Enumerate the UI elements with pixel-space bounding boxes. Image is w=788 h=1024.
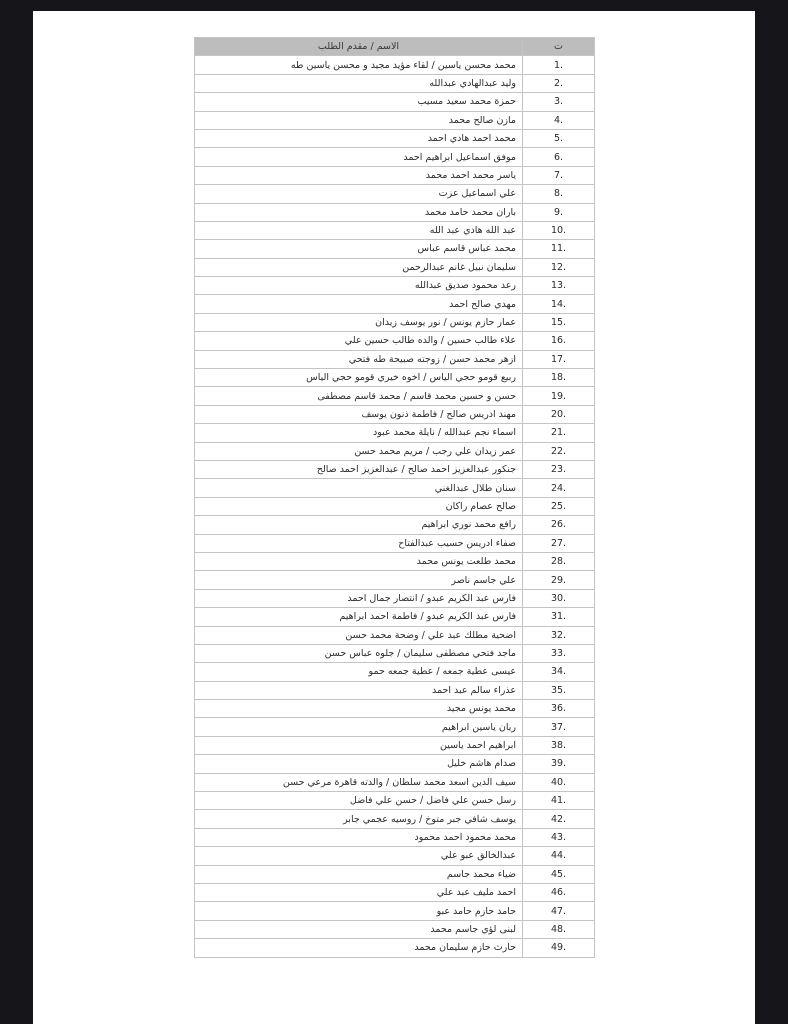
row-number: .4 — [523, 111, 595, 129]
table-row — [195, 405, 595, 423]
table-row — [195, 571, 595, 589]
row-name: رسل حسن علي فاضل / حسن علي فاضل — [195, 792, 523, 810]
table-row — [195, 460, 595, 478]
row-number: .6 — [523, 148, 595, 166]
row-name: عذراء سالم عبد احمد — [195, 681, 523, 699]
table-row — [195, 828, 595, 846]
row-number: .18 — [523, 369, 595, 387]
row-name: باران محمد حامد محمد — [195, 203, 523, 221]
row-number: .38 — [523, 736, 595, 754]
row-number: .16 — [523, 332, 595, 350]
row-number: .36 — [523, 700, 595, 718]
row-number: .33 — [523, 644, 595, 662]
table-row — [195, 129, 595, 147]
table-row — [195, 700, 595, 718]
row-name: اضحية مطلك عبد علي / وضحة محمد حسن — [195, 626, 523, 644]
row-name: محمد احمد هادي احمد — [195, 129, 523, 147]
table-row — [195, 773, 595, 791]
row-number: .13 — [523, 277, 595, 295]
row-number: .24 — [523, 479, 595, 497]
row-name: مهدي صالح احمد — [195, 295, 523, 313]
table-row — [195, 56, 595, 74]
row-name: صدام هاشم خليل — [195, 755, 523, 773]
row-number: .21 — [523, 424, 595, 442]
row-name: مهند ادريس صالح / فاطمة ذنون يوسف — [195, 405, 523, 423]
table-row — [195, 626, 595, 644]
row-number: .23 — [523, 460, 595, 478]
table-row — [195, 534, 595, 552]
row-name: جنكور عبدالعزيز احمد صالح / عبدالعزيز احمد صالح — [195, 460, 523, 478]
row-name: عمر زيدان علي رجب / مريم محمد حسن — [195, 442, 523, 460]
table-row — [195, 295, 595, 313]
table-row — [195, 258, 595, 276]
row-number: .47 — [523, 902, 595, 920]
row-number: .34 — [523, 663, 595, 681]
row-number: .7 — [523, 166, 595, 184]
row-name: علي اسماعيل عزت — [195, 185, 523, 203]
row-number: .31 — [523, 608, 595, 626]
row-number: .40 — [523, 773, 595, 791]
row-name: عيسى عطية جمعه / عطية جمعه حمو — [195, 663, 523, 681]
document-page — [33, 11, 755, 1024]
table-row — [195, 350, 595, 368]
table-row — [195, 166, 595, 184]
row-number: .42 — [523, 810, 595, 828]
row-number: .17 — [523, 350, 595, 368]
row-name: صفاء ادريس حسيب عبدالفتاح — [195, 534, 523, 552]
row-name: سيف الدين اسعد محمد سلطان / والدته قاهرة مرعي حسن — [195, 773, 523, 791]
row-number: .28 — [523, 552, 595, 570]
table-row — [195, 736, 595, 754]
row-name: اسماء نجم عبدالله / نايلة محمد عبود — [195, 424, 523, 442]
row-number: .41 — [523, 792, 595, 810]
row-name: ابراهيم احمد ياسين — [195, 736, 523, 754]
row-name: عمار حازم يونس / نور يوسف زيدان — [195, 313, 523, 331]
table-row — [195, 424, 595, 442]
row-number: .11 — [523, 240, 595, 258]
row-name: سليمان نبيل غانم عبدالرحمن — [195, 258, 523, 276]
row-name: حامد حازم حامد عبو — [195, 902, 523, 920]
row-name: حمزة محمد سعيد مسيب — [195, 93, 523, 111]
table-row — [195, 920, 595, 938]
header-number: ت — [523, 38, 595, 56]
row-name: رعد محمود صديق عبدالله — [195, 277, 523, 295]
table-row — [195, 681, 595, 699]
table-row — [195, 865, 595, 883]
table-row — [195, 93, 595, 111]
row-name: ماجد فتحي مصطفى سليمان / جلوه عباس حسن — [195, 644, 523, 662]
row-number: .48 — [523, 920, 595, 938]
row-number: .15 — [523, 313, 595, 331]
row-name: ربيع قومو حجي الياس / اخوه خيري قومو حجي الياس — [195, 369, 523, 387]
table-row — [195, 497, 595, 515]
table-row — [195, 442, 595, 460]
row-number: .35 — [523, 681, 595, 699]
row-name: موفق اسماعيل ابراهيم احمد — [195, 148, 523, 166]
row-number: .14 — [523, 295, 595, 313]
row-number: .37 — [523, 718, 595, 736]
row-name: علي جاسم ناصر — [195, 571, 523, 589]
row-number: .19 — [523, 387, 595, 405]
names-table — [194, 37, 595, 958]
row-name: عبدالخالق عبو علي — [195, 847, 523, 865]
table-row — [195, 644, 595, 662]
table-row — [195, 479, 595, 497]
table-row — [195, 718, 595, 736]
row-number: .3 — [523, 93, 595, 111]
table-row — [195, 902, 595, 920]
row-name: فارس عبد الكريم عبدو / فاطمة احمد ابراهيم — [195, 608, 523, 626]
row-name: محمد محسن ياسين / لقاء مؤيد مجيد و محسن ياسين طه — [195, 56, 523, 74]
table-row — [195, 810, 595, 828]
row-name: محمد يونس مجيد — [195, 700, 523, 718]
table-row — [195, 148, 595, 166]
row-name: محمد طلعت يونس محمد — [195, 552, 523, 570]
row-number: .9 — [523, 203, 595, 221]
table-row — [195, 277, 595, 295]
row-name: لبنى لؤي جاسم محمد — [195, 920, 523, 938]
row-name: وليد عبدالهادي عبدالله — [195, 74, 523, 92]
row-name: حارث حازم سليمان محمد — [195, 939, 523, 957]
row-name: ضياء محمد جاسم — [195, 865, 523, 883]
row-name: عبد الله هادي عبد الله — [195, 221, 523, 239]
table-row — [195, 755, 595, 773]
row-number: .29 — [523, 571, 595, 589]
row-name: محمد محمود احمد محمود — [195, 828, 523, 846]
row-number: .5 — [523, 129, 595, 147]
table-row — [195, 939, 595, 957]
row-name: صالح عصام راكان — [195, 497, 523, 515]
row-number: .49 — [523, 939, 595, 957]
row-number: .2 — [523, 74, 595, 92]
table-row — [195, 221, 595, 239]
table-row — [195, 552, 595, 570]
row-number: .25 — [523, 497, 595, 515]
row-number: .46 — [523, 883, 595, 901]
table-row — [195, 203, 595, 221]
table-row — [195, 185, 595, 203]
row-number: .45 — [523, 865, 595, 883]
header-name: الاسم / مقدم الطلب — [195, 38, 523, 56]
table-row — [195, 792, 595, 810]
table-row — [195, 74, 595, 92]
row-number: .8 — [523, 185, 595, 203]
row-name: علاء طالب حسين / والده طالب حسين علي — [195, 332, 523, 350]
row-name: يوسف شافي جبر متوخ / روسيه عجمي جابر — [195, 810, 523, 828]
row-number: .22 — [523, 442, 595, 460]
table-row — [195, 240, 595, 258]
row-name: ريان ياسين ابراهيم — [195, 718, 523, 736]
table-row — [195, 663, 595, 681]
table-header-row — [195, 38, 595, 56]
table-row — [195, 883, 595, 901]
row-name: ياسر محمد احمد محمد — [195, 166, 523, 184]
table-row — [195, 608, 595, 626]
table-row — [195, 111, 595, 129]
table-row — [195, 516, 595, 534]
table-row — [195, 313, 595, 331]
row-name: فارس عبد الكريم عبدو / انتصار جمال احمد — [195, 589, 523, 607]
row-number: .30 — [523, 589, 595, 607]
row-number: .12 — [523, 258, 595, 276]
row-name: احمد مليف عبد علي — [195, 883, 523, 901]
row-number: .10 — [523, 221, 595, 239]
row-name: مازن صالح محمد — [195, 111, 523, 129]
row-name: حسن و حسين محمد قاسم / محمد قاسم مصطفى — [195, 387, 523, 405]
row-number: .44 — [523, 847, 595, 865]
table-row — [195, 589, 595, 607]
row-number: .1 — [523, 56, 595, 74]
row-name: رافع محمد نوري ابراهيم — [195, 516, 523, 534]
row-number: .27 — [523, 534, 595, 552]
row-name: ازهر محمد حسن / زوجته صبيحة طه فتحي — [195, 350, 523, 368]
table-row — [195, 332, 595, 350]
row-number: .20 — [523, 405, 595, 423]
table-row — [195, 847, 595, 865]
row-number: .39 — [523, 755, 595, 773]
row-number: .32 — [523, 626, 595, 644]
row-number: .26 — [523, 516, 595, 534]
row-name: محمد عباس قاسم عباس — [195, 240, 523, 258]
row-name: سنان طلال عبدالغني — [195, 479, 523, 497]
row-number: .43 — [523, 828, 595, 846]
table-row — [195, 387, 595, 405]
table-body — [195, 56, 595, 957]
table-row — [195, 369, 595, 387]
